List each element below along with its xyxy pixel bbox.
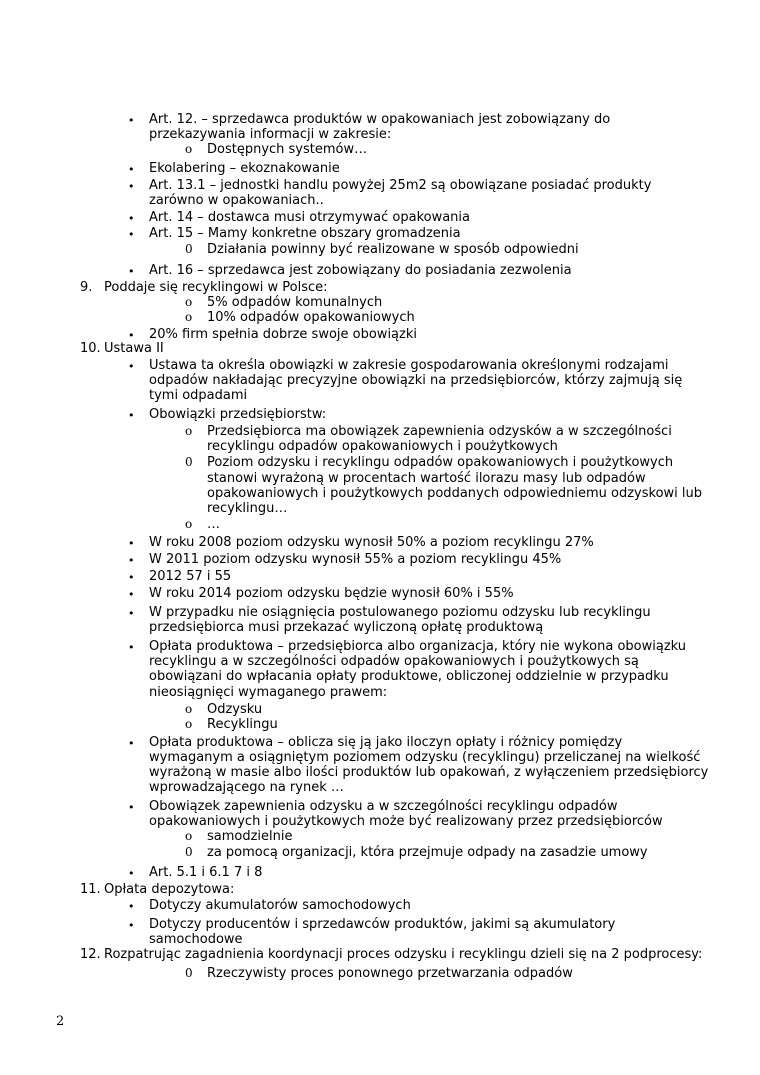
text-line: … — [207, 517, 220, 532]
text-line: Poziom odzysku i recyklingu odpadów opakowaniowych i poużytkowych — [207, 455, 674, 470]
text-line: wyrażoną w masie albo ilości produktów lub opakowań, z wyłączeniem przedsiębiorcy — [149, 765, 709, 780]
text-line: recyklingu a w szczególności odpadów opakowaniowych i poużytkowych są — [149, 654, 639, 669]
text-line: Przedsiębiorca ma obowiązek zapewnienia odzysków a w szczególności — [207, 424, 672, 439]
text-line: Działania powinny być realizowane w sposób odpowiedni — [207, 242, 579, 257]
sub-bullet-marker: o — [185, 424, 193, 438]
text-line: Art. 5.1 i 6.1 7 i 8 — [149, 865, 263, 880]
text-line: Ustawa II — [104, 341, 164, 356]
sub-bullet-marker: o — [185, 142, 193, 156]
text-line: Rozpatrując zagadnienia koordynacji proces odzysku i recyklingu dzieli się na 2 podprocesy: — [104, 947, 703, 962]
text-line: Dotyczy akumulatorów samochodowych — [149, 898, 411, 913]
text-line: recyklingu… — [207, 501, 288, 516]
bullet-marker: • — [128, 588, 135, 601]
bullet-marker: • — [128, 163, 135, 176]
text-line: odpadów nakładając precyzyjne obowiązki na przedsiębiorców, którzy zajmują się — [149, 373, 683, 388]
text-line: recyklingu odpadów opakowaniowych i poużytkowych — [207, 439, 558, 454]
bullet-marker: • — [128, 409, 135, 422]
text-line: Poddaje się recyklingowi w Polsce: — [104, 280, 328, 295]
text-line: obowiązani do wpłacania opłaty produktowe, obliczonej oddzielnie w przypadku — [149, 669, 669, 684]
bullet-marker: • — [128, 212, 135, 225]
text-line: Dotyczy producentów i sprzedawców produktów, jakimi są akumulatory — [149, 917, 616, 932]
sub-bullet-marker: 0 — [185, 242, 193, 256]
list-number: 11. — [80, 882, 101, 897]
text-line: W przypadku nie osiągnięcia postulowanego poziomu odzysku lub recyklingu — [149, 605, 651, 620]
bullet-marker: • — [128, 114, 135, 127]
text-line: W 2011 poziom odzysku wynosił 55% a poziom recyklingu 45% — [149, 552, 562, 567]
text-line: Obowiązki przedsiębiorstw: — [149, 407, 327, 422]
text-line: stanowi wyrażoną w procentach wartość ilorazu masy lub odpadów — [207, 471, 646, 486]
bullet-marker: • — [128, 801, 135, 814]
text-line: Opłata produktowa – przedsiębiorca albo organizacja, który nie wykona obowiązku — [149, 639, 687, 654]
text-line: Odzysku — [207, 702, 263, 717]
bullet-marker: • — [128, 180, 135, 193]
text-line: Art. 13.1 – jednostki handlu powyżej 25m2 są obowiązane posiadać produkty — [149, 178, 652, 193]
bullet-marker: • — [128, 571, 135, 584]
text-line: Obowiązek zapewnienia odzysku a w szczególności recyklingu odpadów — [149, 799, 618, 814]
text-line: opakowaniowych i poużytkowych może być realizowany przez przedsiębiorców — [149, 814, 663, 829]
bullet-marker: • — [128, 265, 135, 278]
bullet-marker: • — [128, 537, 135, 550]
text-line: Dostępnych systemów… — [207, 142, 368, 157]
text-line: opakowaniowych i poużytkowych poddanych odpowiedniemu odzyskowi lub — [207, 486, 703, 501]
sub-bullet-marker: o — [185, 517, 193, 531]
sub-bullet-marker: o — [185, 829, 193, 843]
text-line: Ekolabering – ekoznakowanie — [149, 161, 340, 176]
bullet-marker: • — [128, 228, 135, 241]
text-line: Art. 14 – dostawca musi otrzymywać opakowania — [149, 210, 471, 225]
text-line: 2012 57 i 55 — [149, 569, 232, 584]
text-line: tymi odpadami — [149, 388, 248, 403]
bullet-marker: • — [128, 554, 135, 567]
page-number: 2 — [56, 1014, 65, 1029]
text-line: Art. 16 – sprzedawca jest zobowiązany do posiadania zezwolenia — [149, 263, 572, 278]
text-line: wprowadzającego na rynek … — [149, 780, 344, 795]
text-line: zarówno w opakowaniach.. — [149, 193, 324, 208]
bullet-marker: • — [128, 867, 135, 880]
bullet-marker: • — [128, 737, 135, 750]
text-line: Opłata produktowa – oblicza się ją jako iloczyn opłaty i różnicy pomiędzy — [149, 735, 623, 750]
bullet-marker: • — [128, 919, 135, 932]
text-line: przedsiębiorca musi przekazać wyliczoną opłatę produktową — [149, 620, 544, 635]
text-line: Recyklingu — [207, 717, 278, 732]
bullet-marker: • — [128, 641, 135, 654]
text-line: samodzielnie — [207, 829, 293, 844]
text-line: przekazywania informacji w zakresie: — [149, 127, 392, 142]
text-line: Art. 15 – Mamy konkretne obszary gromadzenia — [149, 226, 461, 241]
text-line: Ustawa ta określa obowiązki w zakresie gospodarowania określonymi rodzajami — [149, 358, 669, 373]
sub-bullet-marker: 0 — [185, 455, 193, 469]
text-line: nieosiągnięci wymaganego prawem: — [149, 685, 388, 700]
text-line: Art. 12. – sprzedawca produktów w opakowaniach jest zobowiązany do — [149, 112, 611, 127]
bullet-marker: • — [128, 360, 135, 373]
text-line: W roku 2014 poziom odzysku będzie wynosił 60% i 55% — [149, 586, 514, 601]
bullet-marker: • — [128, 607, 135, 620]
text-line: Rzeczywisty proces ponownego przetwarzania odpadów — [207, 966, 573, 981]
sub-bullet-marker: o — [185, 295, 193, 309]
list-number: 9. — [80, 280, 93, 295]
text-line: 20% firm spełnia dobrze swoje obowiązki — [149, 327, 417, 342]
sub-bullet-marker: o — [185, 717, 193, 731]
text-line: W roku 2008 poziom odzysku wynosił 50% a poziom recyklingu 27% — [149, 535, 594, 550]
sub-bullet-marker: o — [185, 702, 193, 716]
list-number: 12. — [80, 947, 101, 962]
sub-bullet-marker: 0 — [185, 845, 193, 859]
bullet-marker: • — [128, 900, 135, 913]
list-number: 10. — [80, 341, 101, 356]
bullet-marker: • — [128, 329, 135, 342]
text-line: 5% odpadów komunalnych — [207, 295, 383, 310]
sub-bullet-marker: o — [185, 310, 193, 324]
text-line: Opłata depozytowa: — [104, 882, 235, 897]
sub-bullet-marker: 0 — [185, 966, 193, 980]
text-line: wymaganym a osiągniętym poziomem odzysku (recyklingu) przeliczanej na wielkość — [149, 750, 701, 765]
text-line: 10% odpadów opakowaniowych — [207, 310, 415, 325]
text-line: za pomocą organizacji, która przejmuje odpady na zasadzie umowy — [207, 845, 648, 860]
text-line: samochodowe — [149, 932, 243, 947]
